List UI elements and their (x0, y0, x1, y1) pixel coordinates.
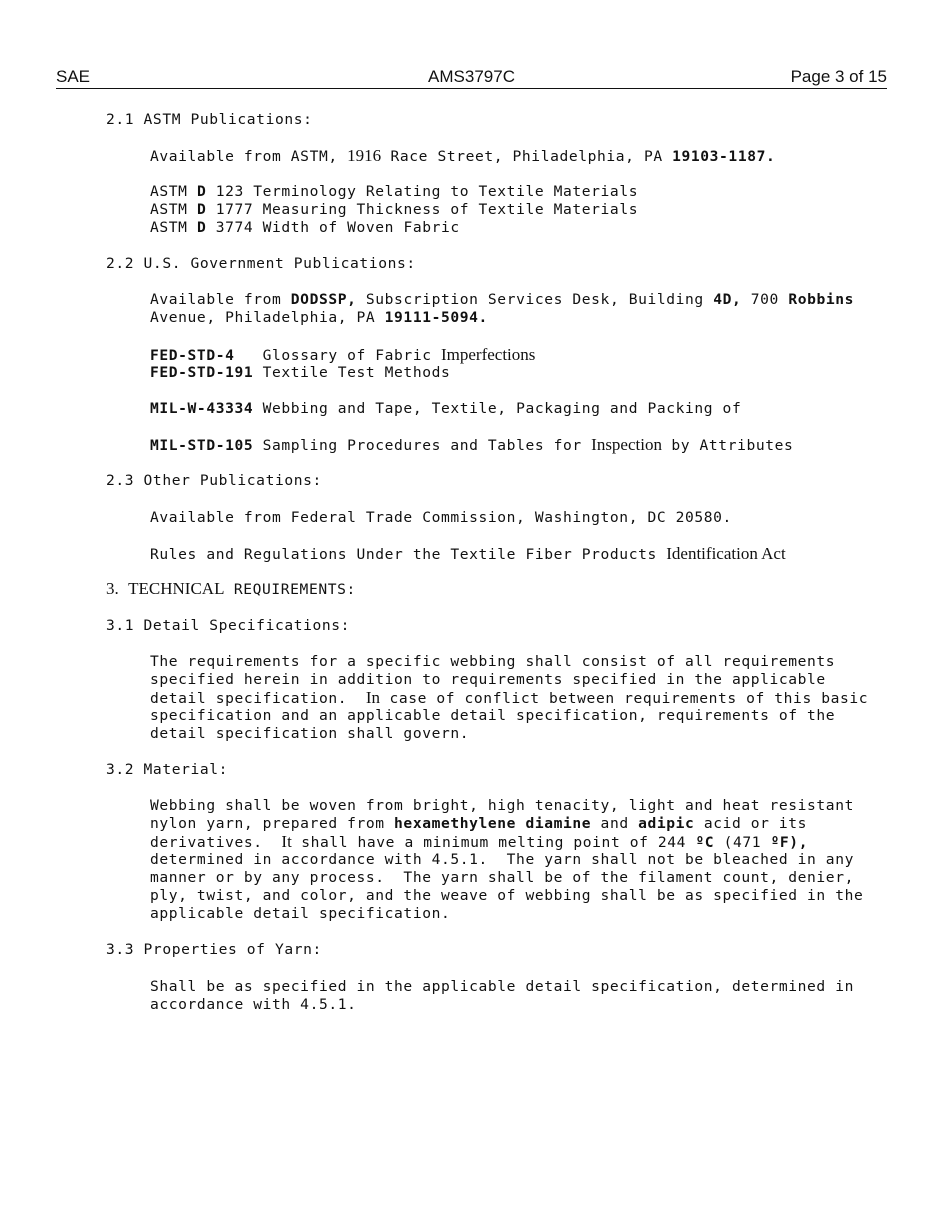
section-2-1-heading: 2.1 ASTM Publications: (106, 111, 313, 128)
section-2-2-heading: 2.2 U.S. Government Publications: (106, 255, 416, 272)
section-3-1-line: detail specification. In case of conflict between requirements of this basic (150, 688, 869, 707)
section-3-2-line: determined in accordance with 4.5.1. The yarn shall not be bleached in any (150, 851, 854, 868)
reference-astm-d3774: ASTM D 3774 Width of Woven Fabric (150, 219, 460, 236)
section-3-2-line: nylon yarn, prepared from hexamethylene diamine and adipic acid or its (150, 815, 808, 832)
reference-fed-std-4: FED-STD-4 Glossary of Fabric Imperfections (150, 345, 536, 364)
section-3-1-line: specified herein in addition to requirements specified in the applicable (150, 671, 826, 688)
reference-mil-std-105: MIL-STD-105 Sampling Procedures and Tables for Inspection by Attributes (150, 435, 794, 454)
section-2-2-availability-line2: Avenue, Philadelphia, PA 19111-5094. (150, 309, 488, 326)
section-3-2-line: manner or by any process. The yarn shall be of the filament count, denier, (150, 869, 854, 886)
reference-mil-w-43334: MIL-W-43334 Webbing and Tape, Textile, Packaging and Packing of (150, 400, 742, 417)
reference-textile-rules: Rules and Regulations Under the Textile Fiber Products Identification Act (150, 544, 786, 563)
section-3-2-heading: 3.2 Material: (106, 761, 229, 778)
section-2-3-availability: Available from Federal Trade Commission, Washington, DC 20580. (150, 509, 732, 526)
section-3-1-heading: 3.1 Detail Specifications: (106, 617, 351, 634)
section-3-heading: 3. TECHNICAL REQUIREMENTS: (106, 579, 356, 598)
header-org: SAE (56, 67, 91, 86)
section-3-3-line: accordance with 4.5.1. (150, 996, 357, 1013)
section-2-1-availability: Available from ASTM, 1916 Race Street, Philadelphia, PA 19103-1187. (150, 146, 776, 165)
section-3-2-line: derivatives. It shall have a minimum melting point of 244 ºC (471 ºF), (150, 832, 809, 851)
section-3-2-line: Webbing shall be woven from bright, high tenacity, light and heat resistant (150, 797, 854, 814)
header-doc-number: AMS3797C (428, 67, 515, 86)
section-3-1-line: The requirements for a specific webbing shall consist of all requirements (150, 653, 836, 670)
reference-fed-std-191: FED-STD-191 Textile Test Methods (150, 364, 451, 381)
header-page-number: Page 3 of 15 (790, 67, 887, 86)
section-3-2-line: ply, twist, and color, and the weave of webbing shall be as specified in the (150, 887, 864, 904)
reference-astm-d1777: ASTM D 1777 Measuring Thickness of Textile Materials (150, 201, 639, 218)
section-3-3-line: Shall be as specified in the applicable detail specification, determined in (150, 978, 854, 995)
section-3-1-line: specification and an applicable detail specification, requirements of the (150, 707, 836, 724)
section-2-3-heading: 2.3 Other Publications: (106, 472, 322, 489)
reference-astm-d123: ASTM D 123 Terminology Relating to Textile Materials (150, 183, 639, 200)
section-3-2-line: applicable detail specification. (150, 905, 451, 922)
section-2-2-availability-line1: Available from DODSSP, Subscription Services Desk, Building 4D, 700 Robbins (150, 291, 855, 308)
section-3-3-heading: 3.3 Properties of Yarn: (106, 941, 322, 958)
section-3-1-line: detail specification shall govern. (150, 725, 470, 742)
